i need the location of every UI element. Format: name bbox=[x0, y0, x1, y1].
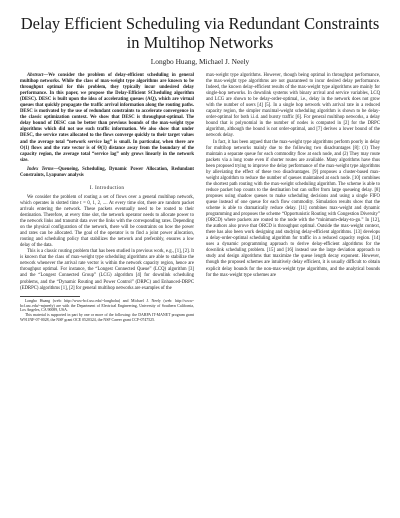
section-heading: I. Introduction bbox=[89, 184, 125, 191]
footnote-paragraph: Longbo Huang (web: http://www-bcf.usc.edu/~longbohu) and Michael J. Neely (web: http://www-bcf.usc.edu/~mjneely) are with the Department of Electrical Engineering, University of Southern California, Los Angeles, CA 90089, USA. bbox=[20, 298, 194, 313]
two-column-body bbox=[20, 73, 380, 323]
footnote-paragraph: This material is supported in part by one or more of the following: the DARPA IT-MANET program grant W911NF-07-0028, the NSF grant OCE 0520324, the NSF Career grant CCF-0747525. bbox=[20, 313, 194, 323]
paragraph: This is a classic routing problem that has been studied in previous work, e.g., [1], [2]. It is known that the class of max-weight type scheduling algorithms are able to stabilize the network whenever the arrival rate vector is within the network capacity region, hence are throughput optimal. For instance, the “Longest Connected Queue” (LCQ) algorithm [3] and the “Longest Connected Group” (LCG) algorithm [4] for downlink scheduling problems, and the “Dynamic Routing and Power Control” (DRPC) and Enhanced-DRPC (EDRPC) algorithms [1], [2] for general multihop networks are examples of the bbox=[20, 249, 194, 291]
footnote bbox=[20, 299, 194, 324]
paragraph: In fact, it has been argued that the max-weight type algorithms perform poorly in delay for multihop networks mainly due to the following two disadvantages [8]: (1) They maintain a separate queue for each commodity flow at each node, and (2) They may route packets via a long route even if shorter routes are available. Many algorithms have thus been proposed trying to improve the delay performance of the max-weight type algorithms by alleviating the effect of these two disadvantages. [9] proposes a cluster-based max-weight algorithm to reduce the number of queues maintained at each node. [10] combines the shortest path routing with the max-weight scheduling algorithm. The scheme is able to reduce packet hop counts to the destination but can suffer from large queueing delay. [8] proposes using shadow queues to make scheduling decisions and using a single FIFO queue instead of one queue for each flow commodity. Simulation results show that the scheme is able to dramatically reduce delay. [11] combines max-weight and dynamic programming and proposes the scheme “Opportunistic Routing with Congestion Diversity” (ORCD) where packets are routed to the node with the “minimum-delay-to-go.” In [12], the authors also prove that ORCD is throughput optimal. Outside the max-weight context, there has also been work designing and studying delay-efficient algorithms. [13] develops a delay-order-optimal scheduling algorithm for traffic in a reduced capacity region. [14] uses a dynamic programming approach to derive delay-efficient algorithms for the downlink scheduling problem. [15] and [16] instead use the large deviation approach to study and design algorithms that maximize the queue length decay exponent. However, though the proposed schemes are intuitively delay efficient, it is usually difficult to obtain explicit delay bounds for the non-max-weight type algorithms, and the analytical bounds for the max-weight type schemes are bbox=[206, 139, 380, 278]
abstract bbox=[20, 73, 194, 164]
paper-authors: Longbo Huang, Michael J. Neely bbox=[150, 57, 250, 66]
index-terms bbox=[20, 167, 194, 179]
footnote-divider bbox=[20, 296, 80, 297]
abstract-lead: Abstract bbox=[27, 73, 44, 78]
paragraph: We consider the problem of routing a set of flows over a general multihop network, which operates in slotted time t = 0, 1, 2, .... At every time slot, there are random packet arrivals entering the network. These packets eventually need to be routed to their destination. Therefore, at every time slot, the network operator needs to allocate power to the network links and transmit data over the links with the corresponding rates. Depending on the physical configuration of the network, there will be constraints on how the power and rates can be allocated. The goal of the operator is to find a joint power allocation, routing and scheduling policy that stabilizes the network and preferably, ensures a low delay of the data. bbox=[20, 194, 194, 249]
left-column bbox=[20, 73, 194, 323]
index-terms-text: —Queueing, Scheduling, Dynamic Power Allocation, Redundant Constraints, Lyapunov analysis bbox=[20, 166, 194, 178]
paragraph: max-weight type algorithms. However, though being optimal in throughput performance, the max-weight type algorithms are not guaranteed to incur desired delay performance. Indeed, the known delay-efficient results of the max-weight type algorithms are mainly for single-hop networks. In downlink systems with binary arrival and service variables, LCQ and LCG are shown to be delay-order-optimal, i.e., delay in the network does not grow with the number of users [4] [5]. In a single hop network with arrival rate in a reduced capacity region, the simpler maximal-weight scheduling algorithm is shown to be delay-order-optimal for both i.i.d. and bursty traffic [6]. For general multihop networks, a delay bound that is polynomial in the number of nodes is computed in [2] for the DRPC algorithm, although the bound is not order-optimal, and [7] derives a lower bound of the network delay. bbox=[206, 73, 380, 139]
index-terms-lead: Index Terms bbox=[27, 166, 54, 172]
right-column bbox=[206, 73, 380, 323]
abstract-text: —We consider the problem of delay-efficient scheduling in general multihop networks. While the class of max-weight type algorithms are known to be throughput optimal for this problem, they typically incur undesired delay performance. In this paper, we propose the Delay-Efficient SCheduling algorithm (DESC). DESC is built upon the idea of accelerating queues (AQ), which are virtual queues that quickly propagate the traffic arrival information along the routing paths. DESC is motivated by the use of redundant constraints to accelerate convergence in the classic optimization context. We show that DESC is throughput-optimal. The delay bound of DESC can be better than previous bounds of the max-weight type algorithms which did not use such traffic information. We also show that under DESC, the service rates allocated to the flows converge quickly to their target values and the average total “network service lag” is small. In particular, when there are O(1) flows and the rate vector is of Θ(1) distance away from the boundary of the capacity region, the average total “service lag” only grows linearly in the network size. bbox=[20, 73, 194, 163]
paper-title: Delay Efficient Scheduling via Redundant Constraints in Multihop Networks bbox=[20, 14, 380, 52]
